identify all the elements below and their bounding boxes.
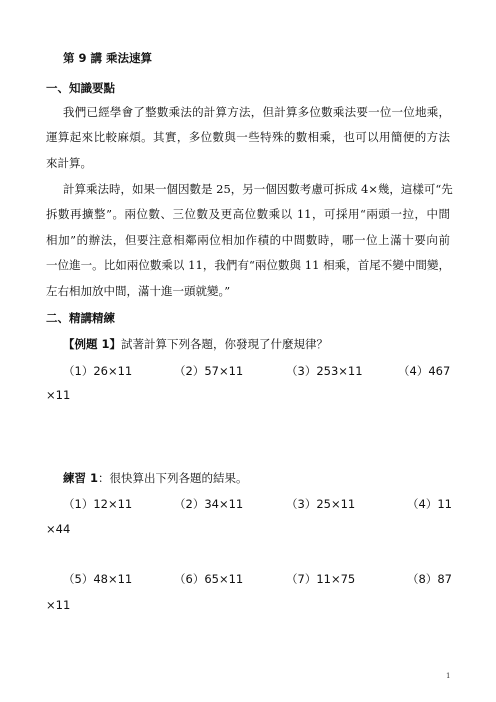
exercise-item: （3）25×11 [286, 497, 356, 511]
exercise-item-wrap: ×11 [46, 598, 71, 612]
exercise-1 [63, 471, 248, 485]
exercise-item: （6）65×11 [174, 572, 244, 586]
paragraph-line: 我們已經學會了整數乘法的計算方法，但計算多位數乘法要一位一位地乘， [63, 105, 450, 119]
exercise-item: （4）11 [407, 497, 452, 511]
paragraph-line: 一位進一。比如兩位數乘以 11，我們有“兩位數與 11 相乘，首尾不變中間變， [46, 258, 450, 272]
section-heading-practice: 二、精講精練 [46, 311, 115, 325]
example-item: （3）253×11 [286, 364, 363, 378]
exercise-item-wrap: ×44 [46, 522, 71, 536]
example-item-wrap: ×11 [46, 388, 71, 402]
paragraph-line: 相加”的辦法，但要注意相鄰兩位相加作積的中間數時，哪一位上滿十要向前 [46, 233, 450, 247]
exercise-item: （1）12×11 [63, 497, 133, 511]
exercise-prompt: ：很快算出下列各題的結果。 [98, 471, 248, 485]
exercise-item: （8）87 [407, 572, 452, 586]
exercise-item: （2）34×11 [174, 497, 244, 511]
exercise-label: 練習 1 [63, 471, 99, 485]
page-number: 1 [446, 672, 451, 680]
paragraph-line: 運算起來比較麻煩。其實，多位數與一些特殊的數相乘，也可以用簡便的方法 [46, 130, 450, 144]
example-prompt: 試著計算下列各題，你發現了什麼規律？ [121, 337, 329, 351]
paragraph-line: 來計算。 [46, 156, 92, 170]
example-label: 【例題 1】 [63, 337, 122, 351]
example-item: （2）57×11 [174, 364, 244, 378]
example-item: （1）26×11 [63, 364, 133, 378]
exercise-item: （5）48×11 [63, 572, 133, 586]
section-heading-knowledge: 一、知識要點 [46, 81, 115, 95]
exercise-item: （7）11×75 [286, 572, 356, 586]
example-item: （4）467 [398, 364, 451, 378]
paragraph-line: 拆數再擴整”。兩位數、三位數及更高位數乘以 11，可採用“兩頭一拉，中間 [46, 207, 450, 221]
example-1 [63, 337, 328, 351]
paragraph-line: 計算乘法時，如果一個因數是 25，另一個因數考慮可拆成 4×幾，這樣可“先 [63, 182, 453, 196]
paragraph-line: 左右相加放中間，滿十進一頭就變。” [46, 284, 231, 298]
page-title: 第 9 講 乘法速算 [63, 51, 153, 65]
